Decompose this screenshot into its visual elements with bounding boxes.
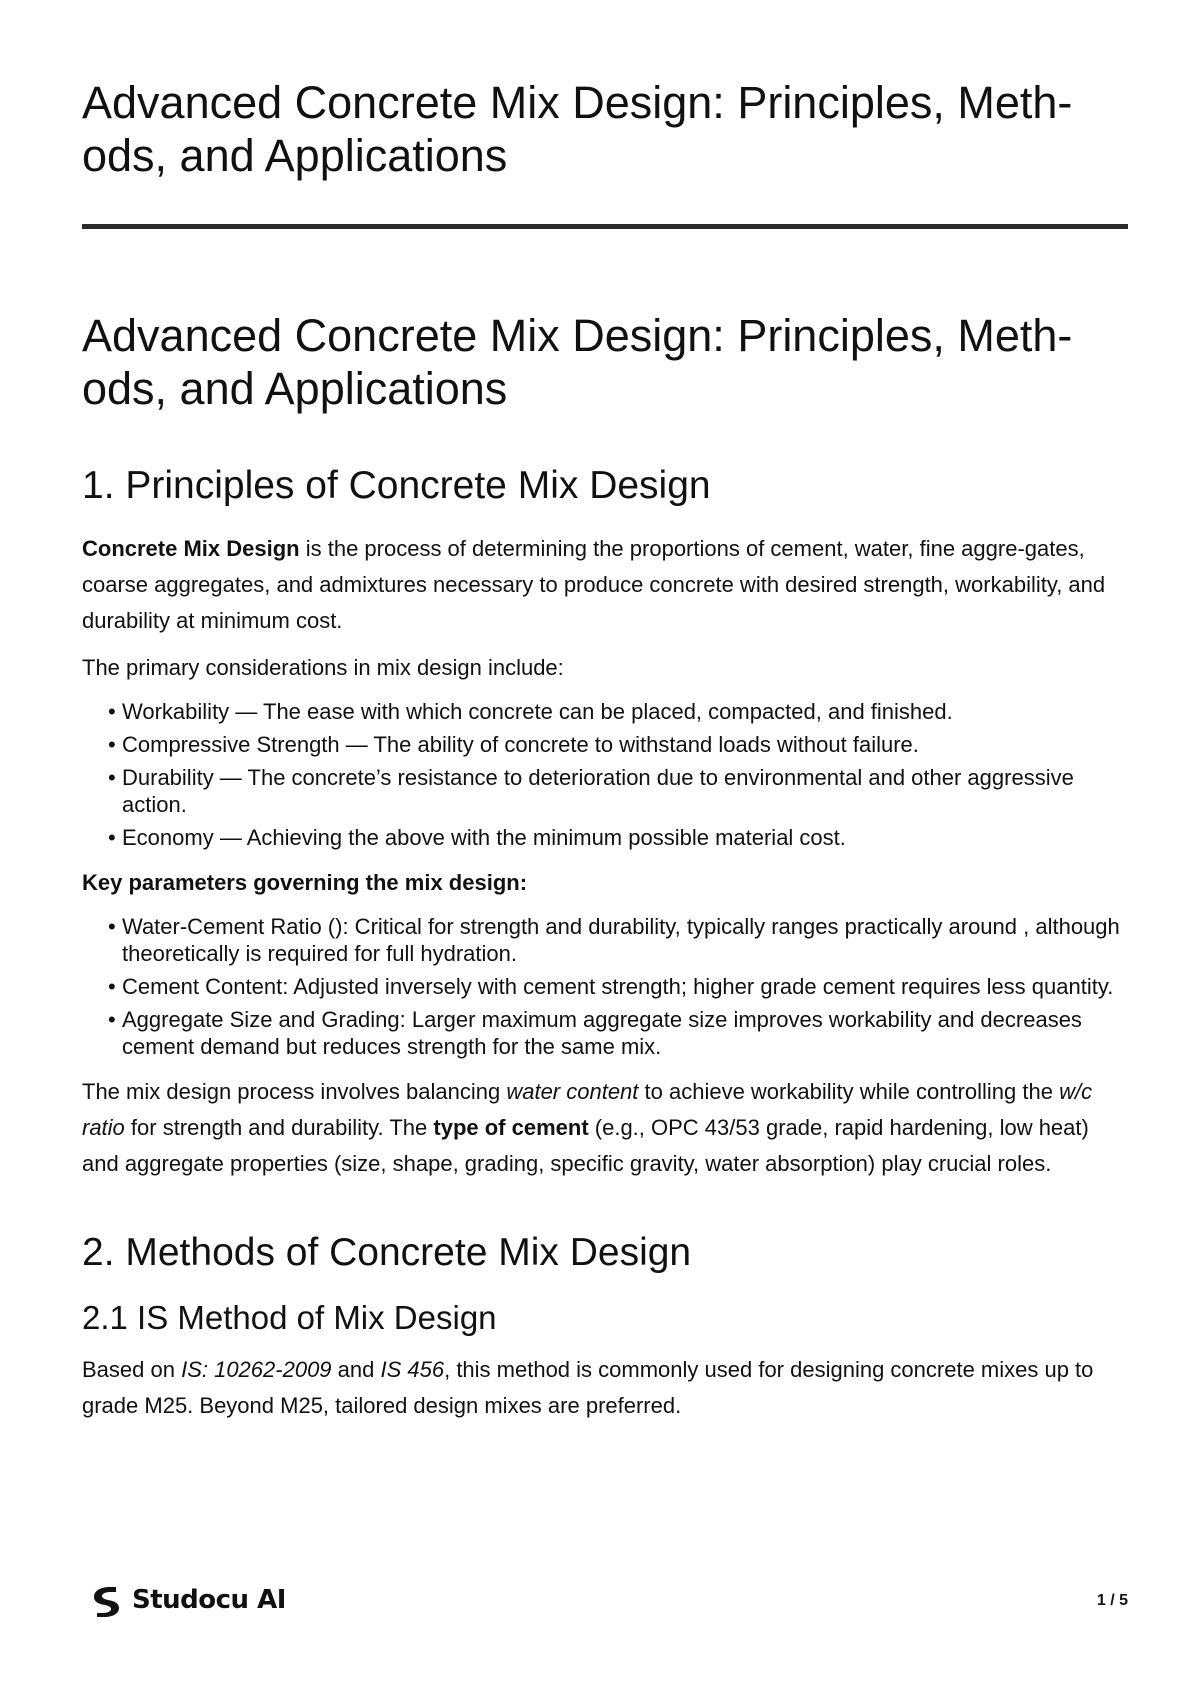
section-1-heading: 1. Principles of Concrete Mix Design <box>82 464 711 507</box>
italic-term: IS: 10262-2009 <box>181 1357 332 1382</box>
text-run: The mix design process involves balancing <box>82 1079 507 1104</box>
mix-process-paragraph <box>82 1074 1128 1182</box>
italic-term: IS 456 <box>380 1357 445 1382</box>
considerations-lead: The primary considerations in mix design include: <box>82 655 564 680</box>
main-heading <box>82 309 1128 415</box>
parameters-list <box>82 913 1128 1060</box>
brand-name: Studocu AI <box>132 1585 286 1615</box>
text-run: (e.g., OPC 43/53 grade, rapid hardening, low heat) and aggregate properties (size, shape, grading, specific gravity, water absorption) play crucial roles. <box>82 1115 1089 1176</box>
subsection-2-1-heading: 2.1 IS Method of Mix Design <box>82 1299 497 1336</box>
section-1-intro-paragraph <box>82 531 1128 639</box>
studocu-logo-icon <box>88 1582 124 1618</box>
main-heading-line-2: ods, and Applications <box>82 363 508 414</box>
text-run: for strength and durability. The <box>124 1115 434 1140</box>
intro-bold-term: Concrete Mix Design <box>82 536 300 561</box>
text-run: , this method is commonly used for designing concrete mixes up to grade M25. Beyond M25, tailored design mixes are preferred. <box>82 1357 1094 1418</box>
considerations-list <box>82 698 1128 851</box>
list-item: • Workability — The ease with which concrete can be placed, compacted, and finished. <box>122 698 1128 725</box>
document-title-line-2: ods, and Applications <box>82 130 508 181</box>
bold-term: type of cement <box>433 1115 589 1140</box>
document-title-line-1: Advanced Concrete Mix Design: Principles, Meth- <box>82 77 1073 128</box>
intro-text: is the process of determining the proportions of cement, water, fine aggre-gates, coarse aggregates, and admixtures necessary to produce concrete with desired strength, workability, and durability at minimum cost. <box>82 536 1106 633</box>
list-item: • Compressive Strength — The ability of concrete to withstand loads without failure. <box>122 731 1128 758</box>
page-footer <box>88 1582 1128 1622</box>
section-2-heading: 2. Methods of Concrete Mix Design <box>82 1231 692 1274</box>
title-divider <box>82 224 1128 229</box>
studocu-logo[interactable] <box>88 1582 286 1618</box>
list-item: • Aggregate Size and Grading: Larger maximum aggregate size improves workability and decreases cement demand but reduces strength for the same mix. <box>122 1006 1128 1060</box>
is-method-paragraph <box>82 1352 1128 1424</box>
list-item: • Cement Content: Adjusted inversely with cement strength; higher grade cement requires less quantity. <box>122 973 1128 1000</box>
page-number: 1 / 5 <box>1096 1592 1128 1609</box>
text-run: Based on <box>82 1357 182 1382</box>
list-item: • Water-Cement Ratio (): Critical for strength and durability, typically ranges practically around , although theoretically is required for full hydration. <box>122 913 1128 967</box>
list-item: • Durability — The concrete’s resistance to deterioration due to environmental and other aggressive action. <box>122 764 1128 818</box>
text-run: and <box>331 1357 381 1382</box>
italic-term: water content <box>506 1079 639 1104</box>
key-parameters-label: Key parameters governing the mix design: <box>82 870 528 895</box>
text-run: to achieve workability while controlling the <box>638 1079 1060 1104</box>
document-page <box>82 76 1128 1435</box>
list-item: • Economy — Achieving the above with the minimum possible material cost. <box>122 824 1128 851</box>
italic-term: w/c ratio <box>82 1079 1093 1140</box>
document-title <box>82 76 1128 182</box>
main-heading-line-1: Advanced Concrete Mix Design: Principles, Meth- <box>82 310 1073 361</box>
